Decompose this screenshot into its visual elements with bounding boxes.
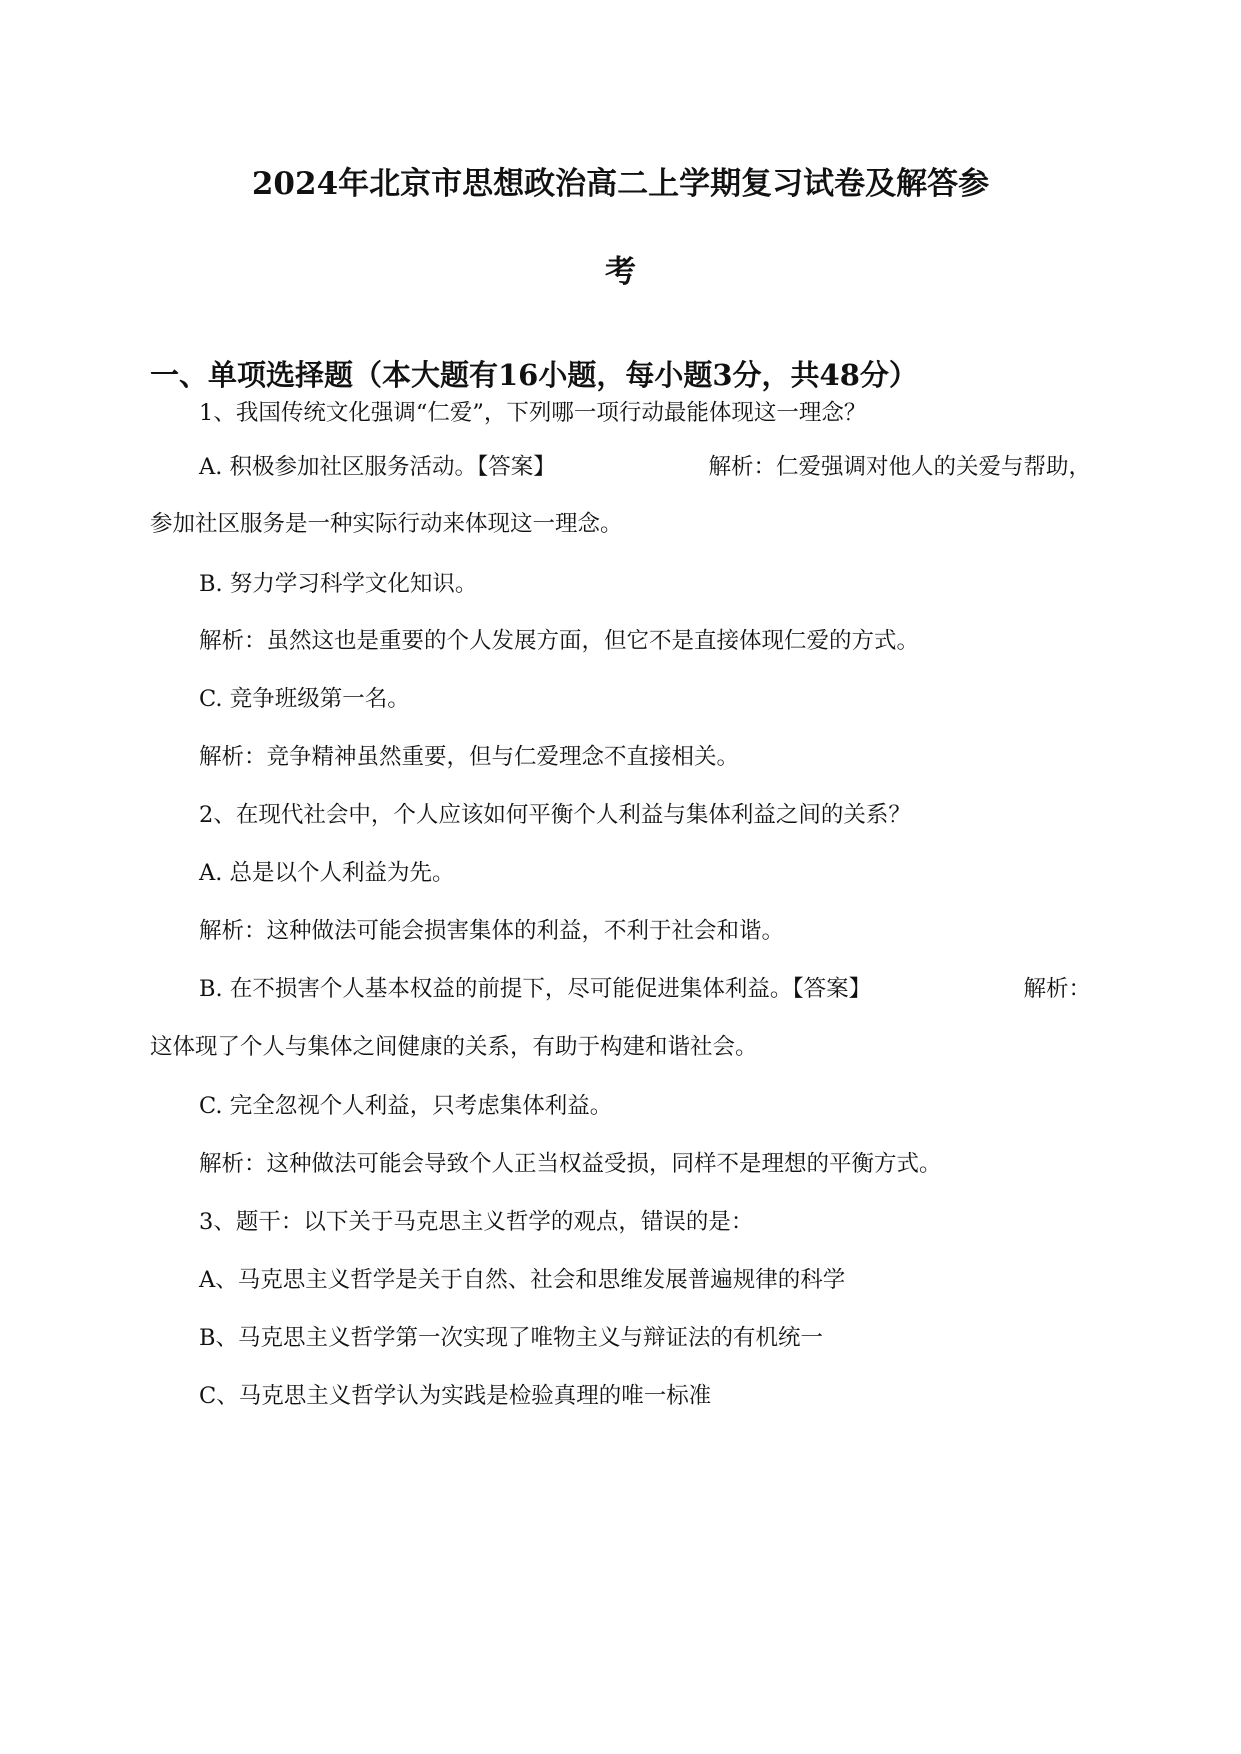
- question-2-option-a-analysis: 解析：这种做法可能会损害集体的利益，不利于社会和谐。: [199, 918, 785, 944]
- question-2-option-b: B. 在不损害个人基本权益的前提下，尽可能促进集体利益。【答案】: [199, 976, 872, 1002]
- question-2-stem: 2、在现代社会中，个人应该如何平衡个人利益与集体利益之间的关系？: [199, 802, 911, 828]
- question-3-option-c: C、马克思主义哲学认为实践是检验真理的唯一标准: [199, 1383, 712, 1409]
- question-2-option-b-analysis-cont: 这体现了个人与集体之间健康的关系，有助于构建和谐社会。: [150, 1034, 758, 1060]
- question-1-option-b-analysis: 解析：虽然这也是重要的个人发展方面，但它不是直接体现仁爱的方式。: [199, 628, 920, 654]
- question-2-option-a: A. 总是以个人利益为先。: [199, 860, 455, 886]
- question-1-option-a-analysis-cont: 参加社区服务是一种实际行动来体现这一理念。: [150, 511, 623, 537]
- document-title-line-2: 考: [605, 254, 636, 290]
- question-2-option-b-row: [199, 971, 1091, 1003]
- question-3-option-b: B、马克思主义哲学第一次实现了唯物主义与辩证法的有机统一: [199, 1325, 824, 1351]
- question-1-option-c: C. 竞争班级第一名。: [199, 686, 410, 712]
- question-2-option-c-analysis: 解析：这种做法可能会导致个人正当权益受损，同样不是理想的平衡方式。: [199, 1151, 942, 1177]
- question-1-option-c-analysis: 解析：竞争精神虽然重要，但与仁爱理念不直接相关。: [199, 744, 740, 770]
- question-2-option-b-analysis-start: 解析：: [1023, 976, 1091, 1002]
- question-1-option-a-analysis-start: 解析：仁爱强调对他人的关爱与帮助，: [708, 454, 1091, 480]
- question-1-option-b: B. 努力学习科学文化知识。: [199, 571, 478, 597]
- question-1-option-a: A. 积极参加社区服务活动。【答案】: [199, 454, 556, 480]
- question-1-stem: 1、我国传统文化强调“仁爱”，下列哪一项行动最能体现这一理念？: [199, 400, 867, 426]
- question-3-stem: 3、题干：以下关于马克思主义哲学的观点，错误的是：: [199, 1209, 754, 1235]
- section-heading: 一、单项选择题（本大题有16小题，每小题3分，共48分）: [150, 358, 918, 392]
- question-3-option-a: A、马克思主义哲学是关于自然、社会和思维发展普遍规律的科学: [199, 1267, 846, 1293]
- question-1-option-a-row: [199, 449, 1091, 481]
- question-2-option-c: C. 完全忽视个人利益，只考虑集体利益。: [199, 1093, 613, 1119]
- document-title-line-1: 2024年北京市思想政治高二上学期复习试卷及解答参: [251, 166, 990, 202]
